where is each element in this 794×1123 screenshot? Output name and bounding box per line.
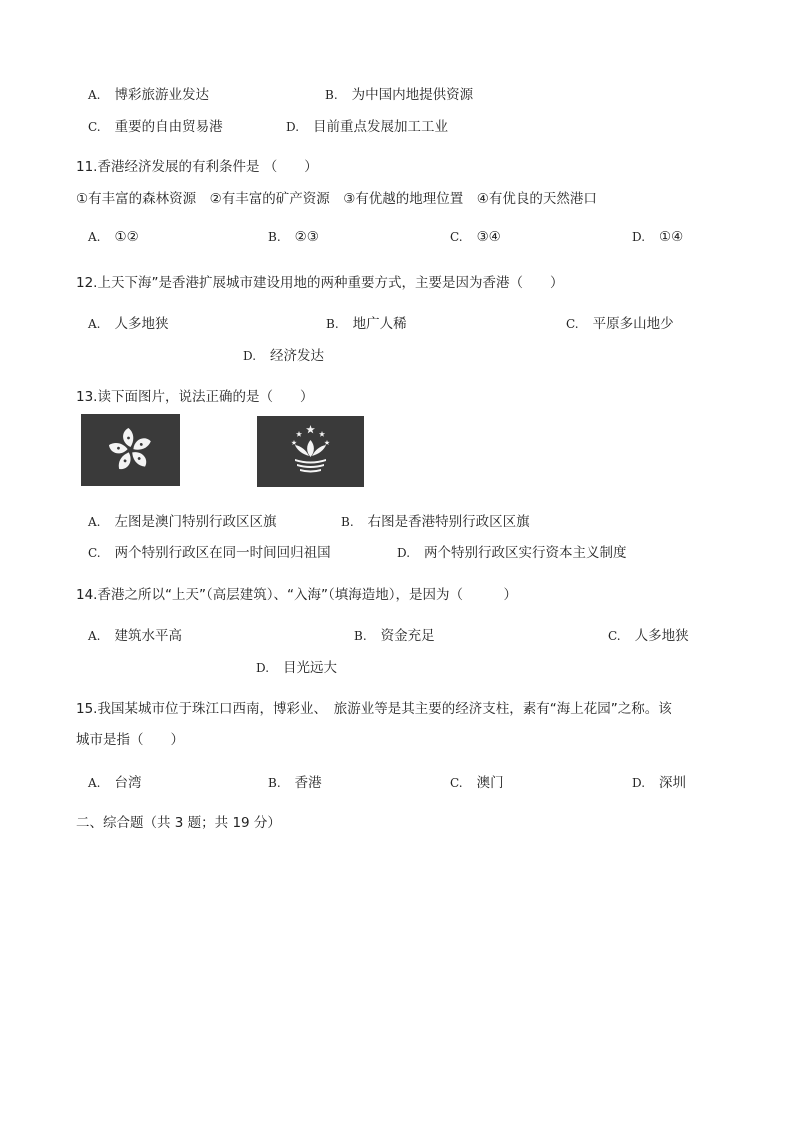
hong-kong-flag-image [81,414,180,486]
section-heading: 二、综合题（共 3 题；共 19 分） [76,815,281,831]
option-letter: B. [325,88,338,102]
option-text: 右图是香港特别行政区区旗 [367,514,530,530]
q15-stem-line-2: 城市是指（ ） [76,732,184,748]
option-text: 博彩旅游业发达 [114,87,209,103]
option-letter: A. [88,629,101,643]
option-letter: C. [450,230,463,244]
q10-option-c [88,115,223,135]
option-letter: B. [268,776,281,790]
q15-option-b [268,771,322,791]
q13-option-d [397,541,627,561]
q11-option-a [88,229,139,245]
q10-option-b [325,83,473,103]
q11-option-b [268,229,319,245]
option-text: 为中国内地提供资源 [351,87,474,103]
option-text: 两个特别行政区在同一时间回归祖国 [114,545,331,561]
q10-option-a [88,83,209,103]
q12-option-c [566,312,674,332]
q10-option-d [286,115,448,135]
q15-option-a [88,771,141,791]
option-letter: C. [88,120,101,134]
option-letter: C. [566,317,579,331]
option-letter: B. [326,317,339,331]
option-letter: D. [397,546,411,560]
q12-option-b [326,312,407,332]
option-letter: D. [632,776,646,790]
q14-stem: 14.香港之所以“上天”（高层建筑）、“入海”（填海造地），是因为（ ） [76,587,517,603]
q14-option-a [88,624,182,644]
q11-option-d [632,229,683,245]
option-letter: B. [354,629,367,643]
option-text: 资金充足 [380,628,435,644]
option-letter: C. [88,546,101,560]
macau-flag-image [257,416,364,487]
q14-option-c [608,624,689,644]
q14-option-b [354,624,435,644]
option-text: ①② [114,229,139,245]
option-letter: D. [632,230,646,244]
option-text: 经济发达 [270,348,325,364]
q11-stem: 11.香港经济发展的有利条件是 （ ） [76,159,318,175]
q12-option-a [88,312,168,332]
option-text: 建筑水平高 [114,628,182,644]
option-letter: D. [286,120,300,134]
option-letter: B. [268,230,281,244]
q15-stem-line-1: 15.我国某城市位于珠江口西南，博彩业、 旅游业等是其主要的经济支柱，素有“海上花园”之称。该 [76,701,672,717]
option-text: 台湾 [114,775,142,791]
option-letter: A. [88,230,101,244]
option-text: 左图是澳门特别行政区区旗 [114,514,277,530]
option-text: ②③ [294,229,319,245]
option-text: 两个特别行政区实行资本主义制度 [424,545,627,561]
option-letter: D. [243,349,257,363]
q13-option-c [88,541,331,561]
option-letter: B. [341,515,354,529]
q11-conditions: ①有丰富的森林资源 ②有丰富的矿产资源 ③有优越的地理位置 ④有优良的天然港口 [76,191,597,207]
q12-stem: 12.上天下海”是香港扩展城市建设用地的两种重要方式，主要是因为香港（ ） [76,275,564,291]
option-text: 目光远大 [283,660,338,676]
option-text: 地广人稀 [352,316,407,332]
option-text: 人多地狭 [114,316,169,332]
option-letter: A. [88,88,101,102]
option-text: 平原多山地少 [592,316,674,332]
option-letter: A. [88,317,101,331]
option-letter: C. [450,776,463,790]
option-text: 重要的自由贸易港 [114,119,223,135]
q11-option-c [450,229,501,245]
option-letter: A. [88,776,101,790]
option-text: 人多地狭 [634,628,689,644]
option-text: 目前重点发展加工工业 [313,119,449,135]
option-letter: C. [608,629,621,643]
option-text: 香港 [294,775,322,791]
q13-stem: 13.读下面图片，说法正确的是（ ） [76,389,314,405]
option-text: ③④ [476,229,501,245]
q14-option-d [256,656,337,676]
option-text: ①④ [659,229,684,245]
q15-option-c [450,771,504,791]
option-text: 深圳 [659,775,687,791]
option-letter: D. [256,661,270,675]
q13-option-b [341,510,530,530]
q15-option-d [632,771,686,791]
q13-option-a [88,510,276,530]
option-text: 澳门 [476,775,504,791]
option-letter: A. [88,515,101,529]
q12-option-d [243,344,324,364]
